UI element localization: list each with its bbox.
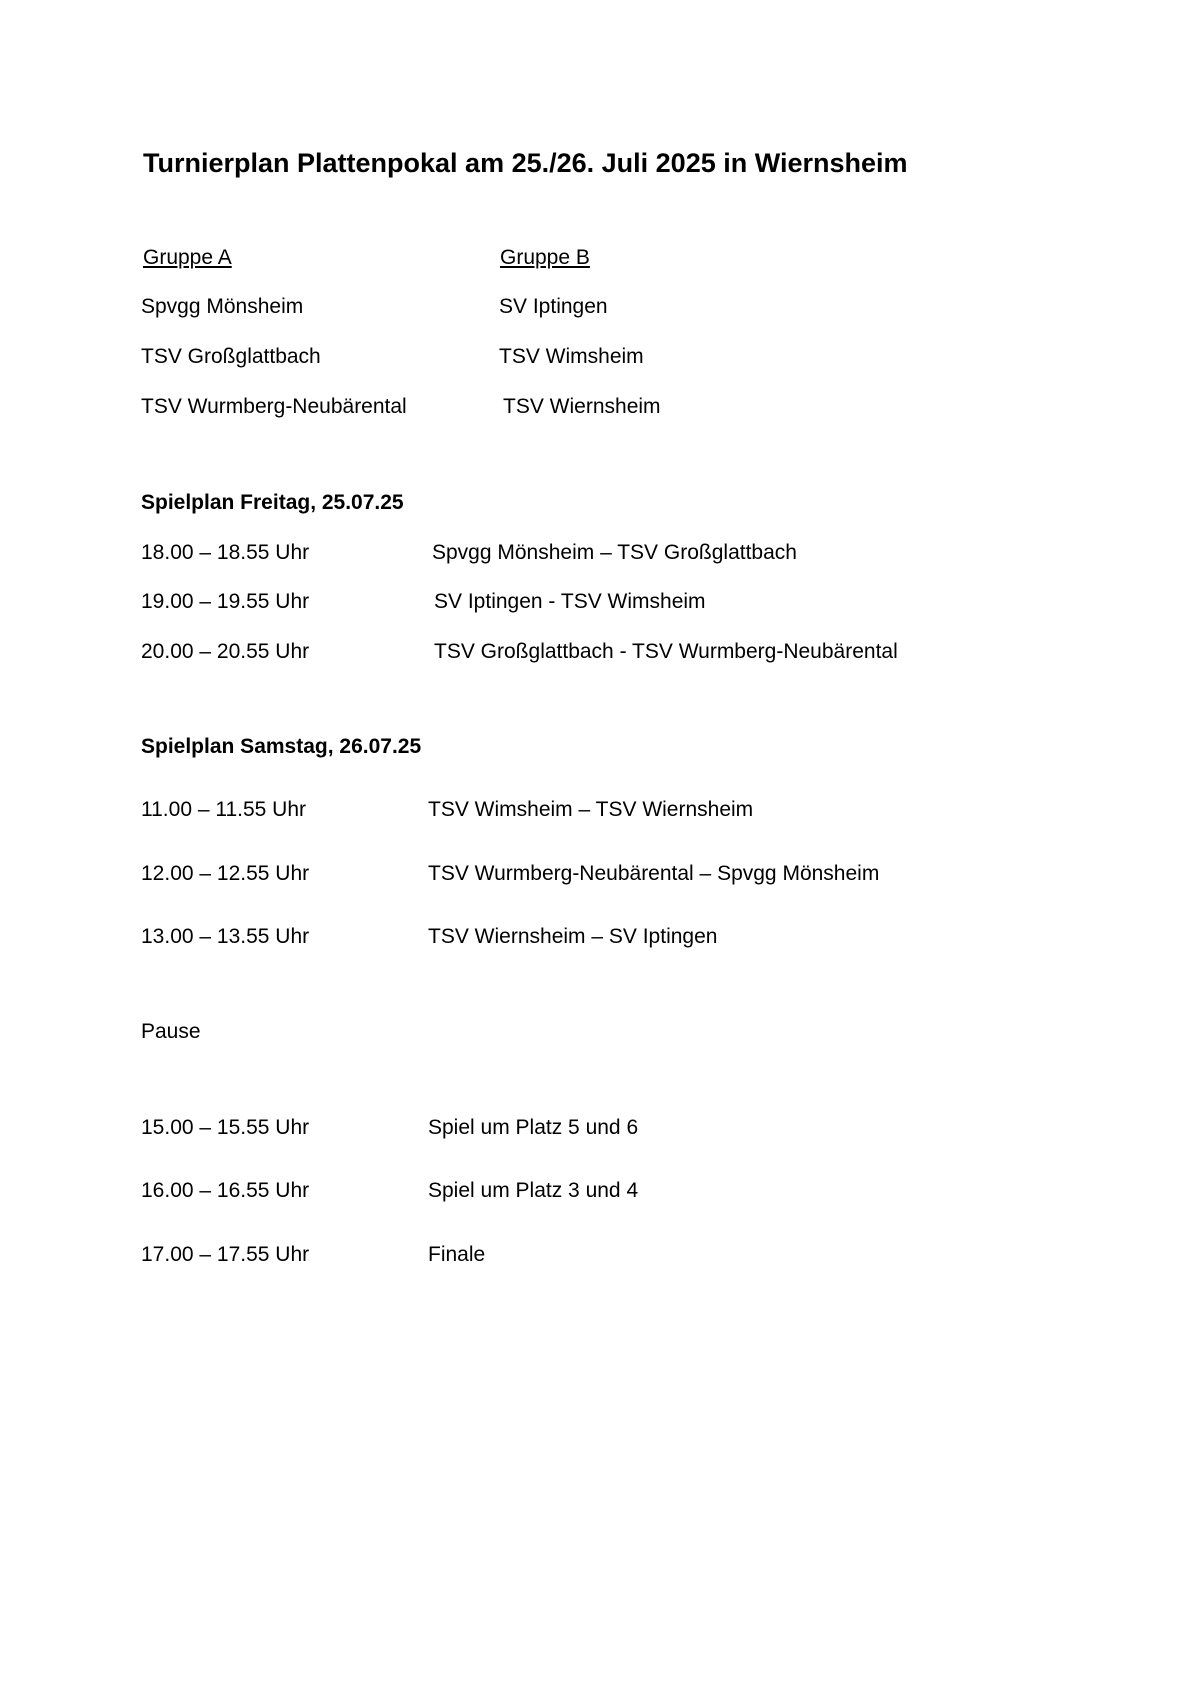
match-time: 20.00 – 20.55 Uhr [141,640,310,663]
match-pairing: TSV Wimsheim – TSV Wiernsheim [428,798,754,821]
pause-label: Pause [141,1020,201,1043]
match-time: 19.00 – 19.55 Uhr [141,590,310,613]
group-a-team: TSV Großglattbach [141,345,321,368]
group-a-heading: Gruppe A [143,246,232,269]
match-time: 16.00 – 16.55 Uhr [141,1179,310,1202]
match-time: 12.00 – 12.55 Uhr [141,862,310,885]
match-pairing: Spiel um Platz 3 und 4 [428,1179,639,1202]
match-pairing: TSV Wiernsheim – SV Iptingen [428,925,718,948]
match-pairing: Spvgg Mönsheim – TSV Großglattbach [432,541,797,564]
match-pairing: TSV Großglattbach - TSV Wurmberg-Neubärental [434,640,898,663]
match-time: 11.00 – 11.55 Uhr [141,798,307,821]
page-title: Turnierplan Plattenpokal am 25./26. Juli 2025 in Wiernsheim [143,148,908,178]
match-pairing: Finale [428,1243,486,1266]
match-time: 15.00 – 15.55 Uhr [141,1116,310,1139]
match-pairing: Spiel um Platz 5 und 6 [428,1116,639,1139]
group-b-heading: Gruppe B [500,246,590,269]
group-b-team: SV Iptingen [499,295,608,318]
group-b-team: TSV Wimsheim [499,345,644,368]
match-time: 13.00 – 13.55 Uhr [141,925,310,948]
friday-heading: Spielplan Freitag, 25.07.25 [141,491,404,514]
group-a-team: TSV Wurmberg-Neubärental [141,395,407,418]
saturday-heading: Spielplan Samstag, 26.07.25 [141,735,422,758]
match-pairing: SV Iptingen - TSV Wimsheim [434,590,706,613]
match-pairing: TSV Wurmberg-Neubärental – Spvgg Mönsheim [428,862,880,885]
match-time: 18.00 – 18.55 Uhr [141,541,310,564]
group-a-team: Spvgg Mönsheim [141,295,304,318]
group-b-team: TSV Wiernsheim [503,395,661,418]
match-time: 17.00 – 17.55 Uhr [141,1243,310,1266]
